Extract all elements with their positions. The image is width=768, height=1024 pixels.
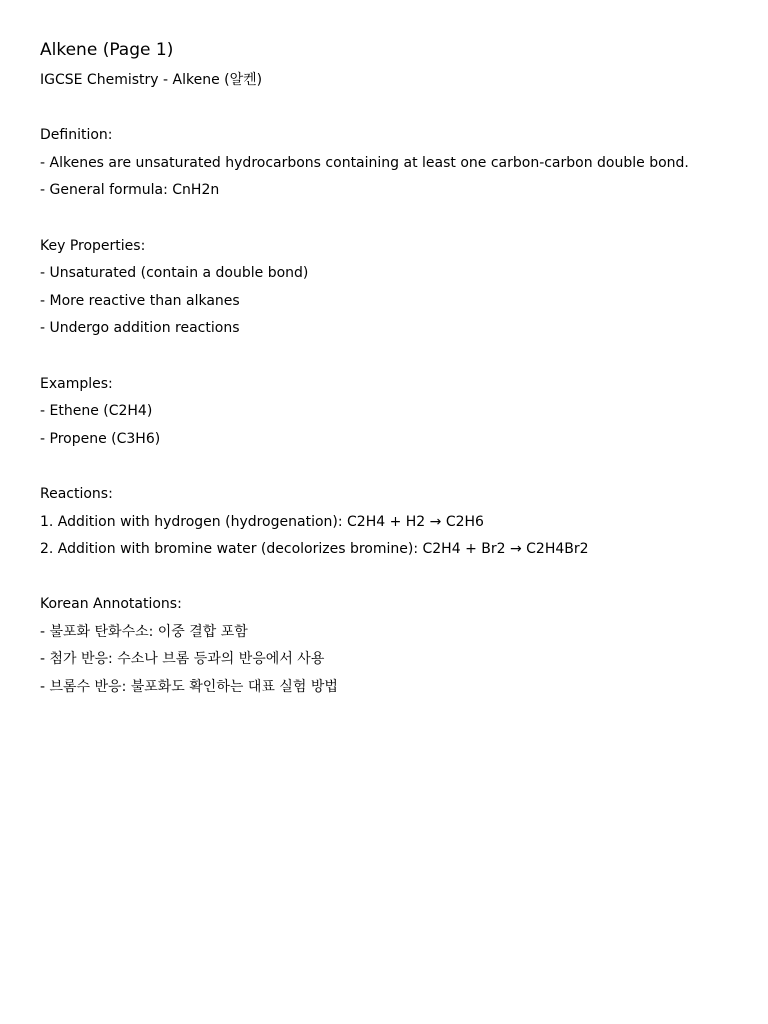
- spacer: [40, 95, 728, 123]
- definition-heading: Definition:: [40, 127, 113, 144]
- examples-heading: Examples:: [40, 375, 113, 392]
- example-line: - Ethene (C2H4): [40, 403, 153, 420]
- spacer: [40, 343, 728, 371]
- page-title: Alkene (Page 1): [40, 40, 174, 60]
- spacer: [40, 453, 728, 481]
- reaction-line: 1. Addition with hydrogen (hydrogenation): C2H4 + H2 → C2H6: [40, 513, 484, 530]
- reactions-heading: Reactions:: [40, 485, 113, 502]
- property-line: - More reactive than alkanes: [40, 292, 240, 309]
- example-line: - Propene (C3H6): [40, 430, 161, 447]
- korean-annotations-heading: Korean Annotations:: [40, 596, 182, 613]
- korean-annotation-line: - 첨가 반응: 수소나 브롬 등과의 반응에서 사용: [40, 651, 325, 668]
- property-line: - Unsaturated (contain a double bond): [40, 265, 309, 282]
- document-subtitle: IGCSE Chemistry - Alkene (알켄): [40, 72, 263, 88]
- definition-line: - Alkenes are unsaturated hydrocarbons containing at least one carbon-carbon double bond.: [40, 154, 689, 171]
- korean-annotation-line: - 브롬수 반응: 불포화도 확인하는 대표 실험 방법: [40, 679, 338, 696]
- reaction-line: 2. Addition with bromine water (decolorizes bromine): C2H4 + Br2 → C2H4Br2: [40, 541, 589, 558]
- properties-heading: Key Properties:: [40, 237, 146, 254]
- definition-line: - General formula: CnH2n: [40, 182, 220, 199]
- document-page: [40, 38, 728, 702]
- korean-annotation-line: - 불포화 탄화수소: 이중 결합 포함: [40, 623, 248, 640]
- spacer: [40, 205, 728, 233]
- spacer: [40, 564, 728, 592]
- property-line: - Undergo addition reactions: [40, 320, 240, 337]
